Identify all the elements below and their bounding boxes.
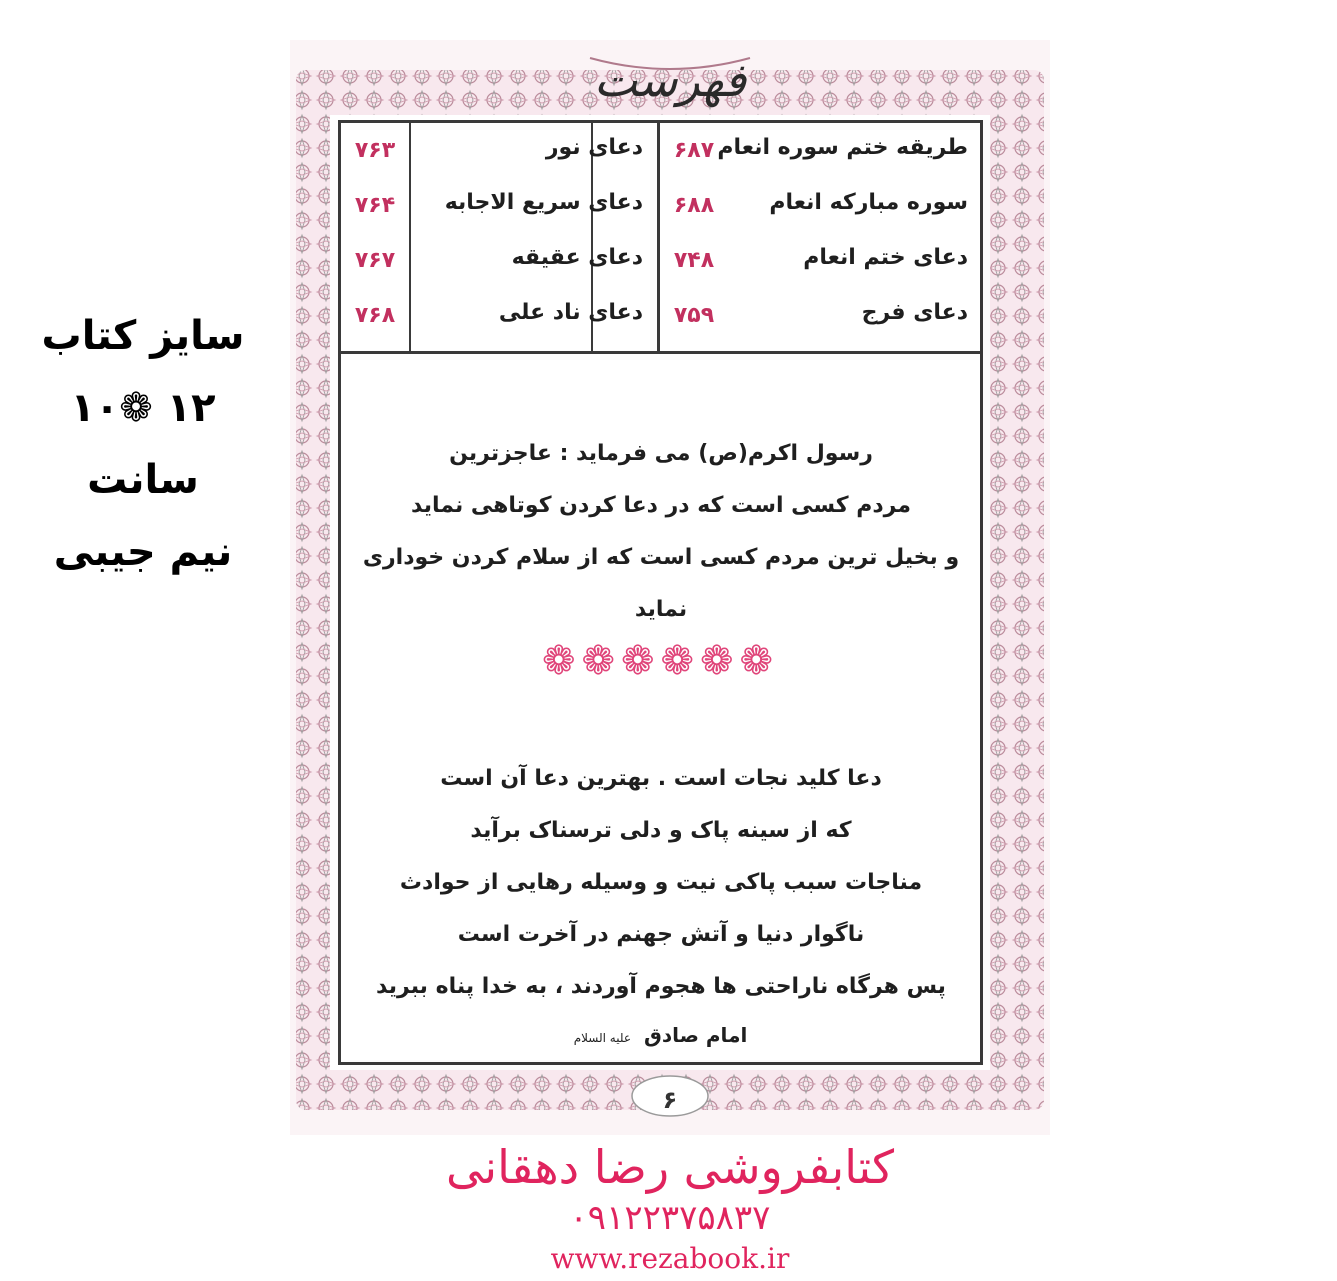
attribution-suffix: علیه السلام [573, 1031, 631, 1045]
book-size-note [18, 300, 268, 588]
quote-attribution [341, 1023, 980, 1047]
toc-item-title: دعای عقیقه [511, 245, 643, 270]
toc-item [660, 233, 980, 288]
toc-item-page: ۷۶۳ [341, 123, 411, 178]
toc-item-page: ۷۶۸ [341, 288, 411, 343]
prayer-quote [351, 753, 971, 1013]
book-page [290, 40, 1050, 1135]
toc-item-page: ۷۴۸ [673, 248, 715, 273]
shop-name: کتابفروشی رضا دهقانی [445, 1140, 895, 1194]
toc-item [341, 288, 657, 343]
toc-item [660, 123, 980, 178]
toc-item-title: سوره مبارکه انعام [769, 190, 968, 215]
page-number: ۶ [662, 1086, 678, 1114]
toc-item [341, 123, 657, 178]
table-of-contents [341, 123, 980, 354]
toc-item [660, 178, 980, 233]
book-size-line3: نیم جیبی [53, 529, 233, 575]
toc-item [341, 233, 657, 288]
toc-item-title: دعای فرج [861, 300, 968, 325]
quote-line: ناگوار دنیا و آتش جهنم در آخرت است [457, 922, 865, 947]
toc-item-title: دعای سریع الاجابه [444, 190, 643, 215]
quote-line: رسول اکرم(ص) می فرماید : عاجزترین [449, 441, 873, 466]
quote-line: مناجات سبب پاکی نیت و وسیله رهایی از حوادث [399, 870, 923, 895]
toc-item-title: دعای نور [545, 135, 643, 160]
page-title: فهرست [593, 53, 747, 107]
toc-item-page: ۶۸۷ [673, 138, 715, 163]
shop-phone: ۰۹۱۲۲۳۷۵۸۳۷ [569, 1198, 771, 1238]
quote-line: و بخیل ترین مردم کسی است که از سلام کردن خوداری نماید [362, 545, 960, 622]
toc-item-page: ۷۶۴ [341, 178, 411, 233]
shop-url[interactable]: www.rezabook.ir [550, 1242, 790, 1275]
quote-line: دعا کلید نجات است . بهترین دعا آن است [440, 766, 882, 791]
book-size-line2: ۱۲ ❁۱۰ سانت [70, 385, 216, 503]
quote-line: پس هرگاه ناراحتی ها هجوم آوردند ، به خدا پناه ببرید [376, 974, 946, 999]
toc-item [660, 288, 980, 343]
toc-item-title: دعای ختم انعام [803, 245, 968, 270]
quote-line: مردم کسی است که در دعا کردن کوتاهی نماید [411, 493, 911, 518]
book-size-line1: سایز کتاب [41, 313, 245, 359]
attribution-name: امام صادق [643, 1023, 748, 1047]
toc-column-left [341, 123, 657, 351]
hadith-quote [351, 428, 971, 636]
quote-line: که از سینه پاک و دلی ترسناک برآید [470, 818, 852, 843]
content-frame [338, 120, 983, 1065]
toc-item-page: ۷۶۷ [341, 233, 411, 288]
toc-item-page: ۷۵۹ [673, 303, 715, 328]
toc-item-title: طریقه ختم سوره انعام [717, 135, 968, 160]
toc-item-page: ۶۸۸ [673, 193, 715, 218]
star-ornaments: ❁❁❁❁❁❁ [541, 638, 780, 684]
toc-column-right [657, 123, 980, 351]
toc-item-title: دعای ناد علی [498, 300, 643, 325]
toc-item [341, 178, 657, 233]
